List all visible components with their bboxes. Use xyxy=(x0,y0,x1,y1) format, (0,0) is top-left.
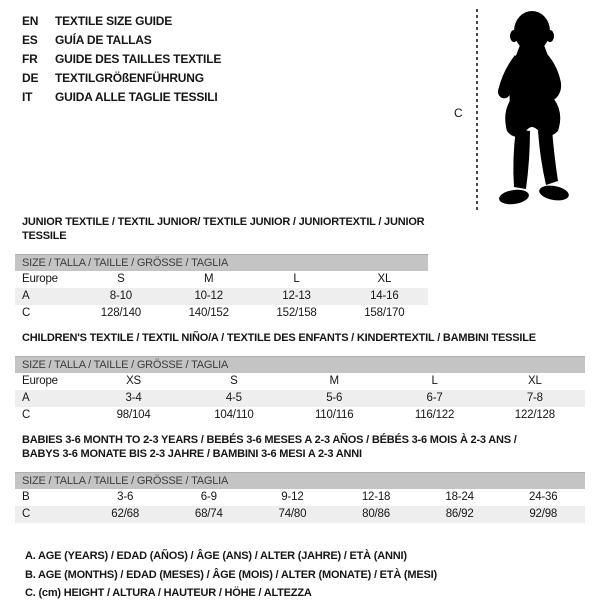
height-figure xyxy=(450,5,595,215)
table-cell: 4-5 xyxy=(225,392,242,404)
table-cell: 10-12 xyxy=(194,290,223,302)
measurement-legend xyxy=(15,547,585,603)
junior-size-table xyxy=(15,215,428,322)
table-cell: 104/110 xyxy=(214,409,254,421)
height-measure-label: C xyxy=(454,106,463,120)
legend-line-a: A. AGE (YEARS) / EDAD (AÑOS) / ÂGE (ANS) / ALTER (JAHRE) / ETÀ (ANNI) xyxy=(25,550,407,562)
table-cell: 122/128 xyxy=(514,409,555,421)
row-label: C xyxy=(22,307,31,319)
table-row xyxy=(15,373,585,390)
table-row xyxy=(15,407,585,424)
table-cell: 7-8 xyxy=(526,392,543,404)
table-cell: M xyxy=(329,375,339,387)
table-cell: 6-7 xyxy=(426,392,443,404)
table-title-group xyxy=(15,215,428,243)
table-row xyxy=(15,390,585,407)
row-label: A xyxy=(22,392,30,404)
table-cell: XL xyxy=(377,273,392,285)
baby-silhouette-icon xyxy=(484,9,584,211)
table-cell: 6-9 xyxy=(200,491,217,503)
size-header-bar: SIZE / TALLA / TAILLE / GRÖSSE / TAGLIA xyxy=(15,254,428,271)
table-cell: S xyxy=(230,375,238,387)
table-body xyxy=(15,271,428,322)
table-cell: 62/68 xyxy=(111,508,140,520)
language-title: GUIDA ALLE TAGLIE TESSILI xyxy=(55,90,218,104)
language-title: TEXTILGRÖßENFÜHRUNG xyxy=(55,71,204,85)
table-cell: 92/98 xyxy=(529,508,558,520)
table-cell: XS xyxy=(126,375,142,387)
language-code: FR xyxy=(22,52,38,66)
legend-line-b: B. AGE (MONTHS) / EDAD (MESES) / ÂGE (MOIS) / ALTER (MONATE) / ETÀ (MESI) xyxy=(25,568,437,581)
table-title: JUNIOR TEXTILE / TEXTIL JUNIOR/ TEXTILE JUNIOR / JUNIORTEXTIL / JUNIOR TESSILE xyxy=(22,216,425,242)
table-cell: 152/158 xyxy=(276,307,317,319)
table-cell: 3-4 xyxy=(125,392,142,404)
table-row xyxy=(15,305,428,322)
table-cell: 110/116 xyxy=(314,409,354,421)
table-cell: M xyxy=(204,273,214,285)
table-cell: XL xyxy=(528,375,542,387)
babies-size-table xyxy=(15,433,585,523)
table-row xyxy=(15,506,585,523)
table-cell: 5-6 xyxy=(326,392,343,404)
table-cell: 116/122 xyxy=(414,409,455,421)
table-row xyxy=(15,271,428,288)
table-cell: 8-10 xyxy=(109,290,132,302)
table-cell: 24-36 xyxy=(529,491,558,503)
table-body xyxy=(15,373,585,424)
table-cell: 80/86 xyxy=(362,508,390,520)
row-label: Europe xyxy=(22,375,58,387)
height-dotted-line xyxy=(476,9,478,211)
language-code: ES xyxy=(22,33,38,47)
size-header-bar: SIZE / TALLA / TAILLE / GRÖSSE / TAGLIA xyxy=(15,472,585,489)
table-cell: 18-24 xyxy=(445,491,474,503)
table-row xyxy=(15,489,585,506)
row-label: B xyxy=(22,491,30,503)
size-header-bar: SIZE / TALLA / TAILLE / GRÖSSE / TAGLIA xyxy=(15,356,585,373)
row-label: A xyxy=(22,290,30,302)
language-code: DE xyxy=(22,71,39,85)
table-title: BABIES 3-6 MONTH TO 2-3 YEARS / BEBÉS 3-6 MESES A 2-3 AÑOS / BÉBÉS 3-6 MOIS À 2-3 ANS / xyxy=(22,434,517,446)
table-cell: 12-13 xyxy=(282,290,311,302)
language-title: GUIDE DES TAILLES TEXTILE xyxy=(55,52,222,66)
table-cell: 98/104 xyxy=(116,409,151,421)
table-cell: 68/74 xyxy=(194,508,223,520)
table-title: CHILDREN'S TEXTILE / TEXTIL NIÑO/A / TEXTILE DES ENFANTS / KINDERTEXTIL / BAMBINI TESSILE xyxy=(22,332,536,344)
table-cell: 158/170 xyxy=(364,307,405,319)
table-cell: S xyxy=(117,273,125,285)
table-row xyxy=(15,288,428,305)
table-cell: L xyxy=(431,375,438,387)
table-cell: 140/152 xyxy=(188,307,229,319)
table-title: BABYS 3-6 MONATE BIS 2-3 JAHRE / BAMBINI 3-6 MESI A 2-3 ANNI xyxy=(22,448,362,460)
table-title-group xyxy=(15,331,585,345)
table-cell: 9-12 xyxy=(281,491,304,503)
table-cell: L xyxy=(293,273,300,285)
language-code: EN xyxy=(22,14,39,28)
table-body xyxy=(15,489,585,523)
row-label: C xyxy=(22,409,31,421)
language-title: GUÍA DE TALLAS xyxy=(55,33,152,47)
table-cell: 128/140 xyxy=(100,307,141,319)
table-cell: 3-6 xyxy=(117,491,134,503)
row-label: Europe xyxy=(22,273,58,285)
children-size-table xyxy=(15,331,585,424)
table-cell: 74/80 xyxy=(278,508,307,520)
legend-line-c: C. (cm) HEIGHT / ALTURA / HAUTEUR / HÖHE / ALTEZZA xyxy=(25,587,312,599)
table-title-group xyxy=(15,433,585,461)
language-code: IT xyxy=(22,90,33,104)
row-label: C xyxy=(22,508,31,520)
table-cell: 86/92 xyxy=(445,508,474,520)
language-title: TEXTILE SIZE GUIDE xyxy=(55,14,173,28)
table-cell: 14-16 xyxy=(370,290,399,302)
table-cell: 12-18 xyxy=(361,491,391,503)
